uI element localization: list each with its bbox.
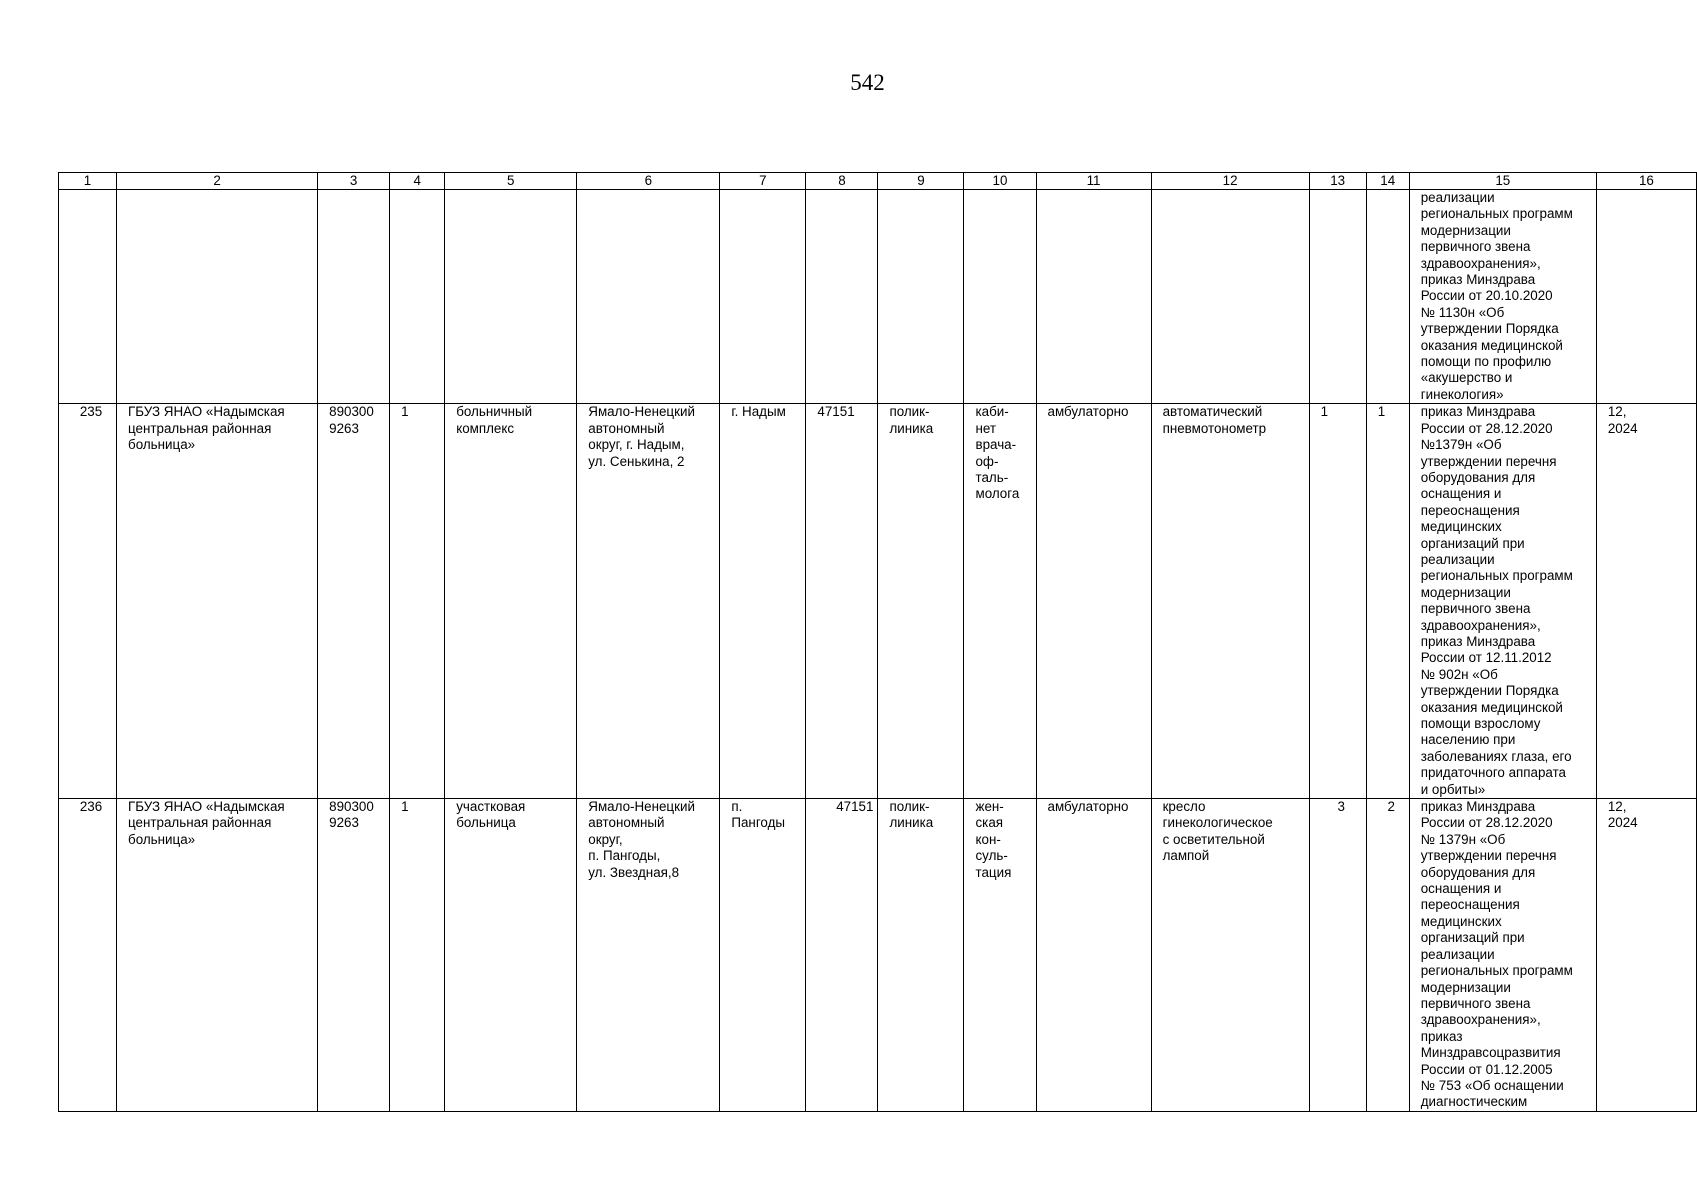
column-header: 9: [878, 173, 964, 190]
count-cell: 1: [390, 799, 445, 1112]
equipment-table: [58, 172, 1697, 1112]
column-header: 16: [1596, 173, 1696, 190]
unit-cell: полик- линика: [878, 799, 964, 1112]
department-cell: каби- нет врача- оф- таль- молога: [964, 404, 1036, 799]
empty-cell: [1596, 190, 1696, 404]
department-cell: жен- ская кон- суль- тация: [964, 799, 1036, 1112]
empty-cell: [1036, 190, 1151, 404]
column-header: 12: [1151, 173, 1309, 190]
row-number-cell: 235: [59, 404, 117, 799]
empty-cell: [1366, 190, 1409, 404]
column-header: 5: [445, 173, 577, 190]
oktmo-cell: 47151: [806, 799, 878, 1112]
empty-cell: [1309, 190, 1366, 404]
care-conditions-cell: амбулаторно: [1036, 799, 1151, 1112]
quantity-cell: 3: [1309, 799, 1366, 1112]
column-header: 13: [1309, 173, 1366, 190]
quantity-cell: 1: [1309, 404, 1366, 799]
column-header: 2: [117, 173, 318, 190]
equipment-cell: кресло гинекологическое с осветительной лампой: [1151, 799, 1309, 1112]
deadline-cell: 12, 2024: [1596, 799, 1696, 1112]
unit-cell: полик- линика: [878, 404, 964, 799]
column-header: 15: [1409, 173, 1596, 190]
facility-type-cell: участковая больница: [445, 799, 577, 1112]
organization-cell: ГБУЗ ЯНАО «Надымская центральная районная больница»: [117, 799, 318, 1112]
column-header: 11: [1036, 173, 1151, 190]
table-row-continuation: [59, 190, 1697, 404]
legal-basis-cell: приказ Минздрава России от 28.12.2020 № 1379н «Об утверждении перечня оборудования для оснащения и переоснащения медицинских организаций при реализации региональных программ модернизации первичного звена здравоохранения», приказ Минздравсоцразвития России от 01.12.2005 № 753 «Об оснащении диагностическим: [1409, 799, 1596, 1112]
organization-cell: ГБУЗ ЯНАО «Надымская центральная районная больница»: [117, 404, 318, 799]
empty-cell: [577, 190, 720, 404]
oktmo-cell: 47151: [806, 404, 878, 799]
column-header: 14: [1366, 173, 1409, 190]
empty-cell: [318, 190, 390, 404]
facility-type-cell: больничный комплекс: [445, 404, 577, 799]
empty-cell: [1151, 190, 1309, 404]
address-cell: Ямало-Ненецкий автономный округ, г. Надым, ул. Сенькина, 2: [577, 404, 720, 799]
empty-cell: [445, 190, 577, 404]
quantity-cell: 2: [1366, 799, 1409, 1112]
settlement-cell: п. Пангоды: [720, 799, 806, 1112]
column-header: 4: [390, 173, 445, 190]
settlement-cell: г. Надым: [720, 404, 806, 799]
quantity-cell: 1: [1366, 404, 1409, 799]
count-cell: 1: [390, 404, 445, 799]
empty-cell: [964, 190, 1036, 404]
page-number: 542: [850, 70, 885, 95]
column-header: 6: [577, 173, 720, 190]
empty-cell: [878, 190, 964, 404]
address-cell: Ямало-Ненецкий автономный округ, п. Пангоды, ул. Звездная,8: [577, 799, 720, 1112]
table-row: [59, 404, 1697, 799]
empty-cell: [59, 190, 117, 404]
empty-cell: [806, 190, 878, 404]
empty-cell: [720, 190, 806, 404]
table-row: [59, 799, 1697, 1112]
column-header: 8: [806, 173, 878, 190]
inn-cell: 890300 9263: [318, 404, 390, 799]
empty-cell: [390, 190, 445, 404]
legal-basis-cell: реализации региональных программ модернизации первичного звена здравоохранения», приказ Минздрава России от 20.10.2020 № 1130н «Об утверждении Порядка оказания медицинской помощи по профилю «акушерство и гинекология»: [1409, 190, 1596, 404]
column-header: 3: [318, 173, 390, 190]
inn-cell: 890300 9263: [318, 799, 390, 1112]
row-number-cell: 236: [59, 799, 117, 1112]
deadline-cell: 12, 2024: [1596, 404, 1696, 799]
table-header-row: [59, 173, 1697, 190]
legal-basis-cell: приказ Минздрава России от 28.12.2020 №1379н «Об утверждении перечня оборудования для оснащения и переоснащения медицинских организаций при реализации региональных программ модернизации первичного звена здравоохранения», приказ Минздрава России от 12.11.2012 № 902н «Об утверждении Порядка оказания медицинской помощи взрослому населению при заболеваниях глаза, его придаточного аппарата и орбиты»: [1409, 404, 1596, 799]
equipment-cell: автоматический пневмотонометр: [1151, 404, 1309, 799]
column-header: 10: [964, 173, 1036, 190]
care-conditions-cell: амбулаторно: [1036, 404, 1151, 799]
empty-cell: [117, 190, 318, 404]
column-header: 7: [720, 173, 806, 190]
column-header: 1: [59, 173, 117, 190]
